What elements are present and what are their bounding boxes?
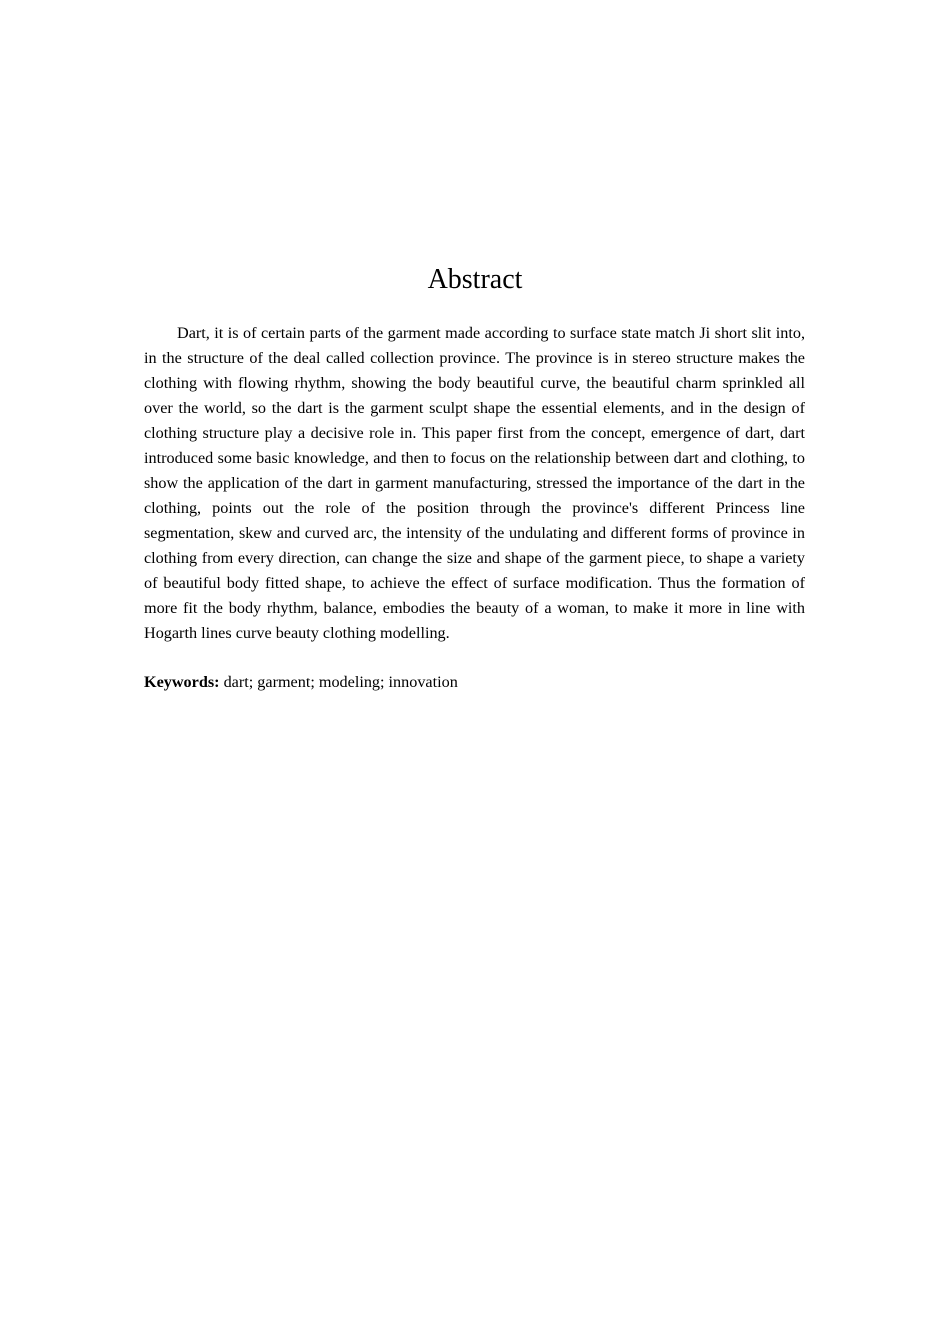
keywords-label: Keywords: bbox=[144, 673, 220, 691]
abstract-body: Dart, it is of certain parts of the garment made according to surface state match Ji short slit into, in the structure of the deal called collection province. The province is in stereo structure makes the clothing with flowing rhythm, showing the body beautiful curve, the beautiful charm sprinkled all over the world, so the dart is the garment sculpt shape the essential elements, and in the design of clothing structure play a decisive role in. This paper first from the concept, emergence of dart, dart introduced some basic knowledge, and then to focus on the relationship between dart and clothing, to show the application of the dart in garment manufacturing, stressed the importance of the dart in the clothing, points out the role of the position through the province's different Princess line segmentation, skew and curved arc, the intensity of the undulating and different forms of province in clothing from every direction, can change the size and shape of the garment piece, to shape a variety of beautiful body fitted shape, to achieve the effect of surface modification. Thus the formation of more fit the body rhythm, balance, embodies the beauty of a woman, to make it more in line with Hogarth lines curve beauty clothing modelling. bbox=[144, 324, 805, 642]
keywords-line bbox=[144, 670, 805, 695]
keywords-text: dart; garment; modeling; innovation bbox=[223, 673, 458, 691]
abstract-title: Abstract bbox=[427, 264, 523, 295]
